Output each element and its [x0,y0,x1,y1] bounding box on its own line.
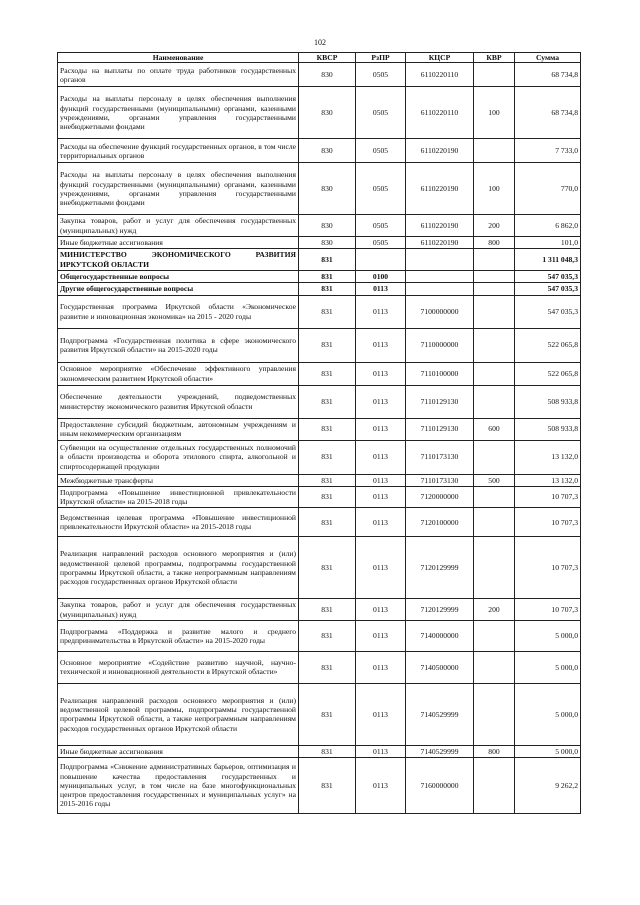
row-kvsr-cell: 831 [299,271,356,283]
table-row [58,537,581,599]
row-kcsr-cell: 7140529999 [406,683,474,745]
row-kcsr-cell: 6110220110 [406,87,474,139]
row-sum-cell: 5 000,0 [515,683,581,745]
row-kvr-cell [474,385,515,418]
row-kcsr-cell: 6110220190 [406,215,474,237]
row-kcsr-cell: 7110173130 [406,474,474,486]
row-kvsr-cell: 831 [299,683,356,745]
row-kvr-cell: 600 [474,418,515,440]
row-name-cell: Основное мероприятие «Обеспечение эффективного управления экономическим развитием Иркутской области» [58,362,299,385]
row-kvsr-cell: 830 [299,215,356,237]
row-rzpr-cell: 0100 [356,271,406,283]
row-name-cell: Закупка товаров, работ и услуг для обеспечения государственных (муниципальных) нужд [58,215,299,237]
row-kvsr-cell: 830 [299,163,356,215]
row-kcsr-cell: 7120129999 [406,599,474,621]
table-row [58,215,581,237]
row-kcsr-cell: 7110173130 [406,440,474,474]
row-name-cell: Государственная программа Иркутской области «Экономическое развитие и инновационная экономика» на 2015 - 2020 годы [58,295,299,328]
row-name-cell: Расходы на выплаты персоналу в целях обеспечения выполнения функций государственными (муниципальными) органами, казенными учреждениями, органами управления государственными внебюджетными фондами [58,163,299,215]
table-row [58,87,581,139]
table-row [58,249,581,271]
row-rzpr-cell: 0113 [356,651,406,683]
row-sum-cell: 101,0 [515,236,581,248]
row-kvr-cell [474,283,515,295]
row-kcsr-cell: 6110220190 [406,236,474,248]
row-name-cell: Реализация направлений расходов основного мероприятия и (или) ведомственной целевой программы, подпрограммы государственной программы Иркутской области, а также непрограммным направлениям расходов государственных органов Иркутской области [58,683,299,745]
row-kcsr-cell: 7110000000 [406,328,474,362]
row-sum-cell: 10 707,3 [515,599,581,621]
row-sum-cell: 10 707,3 [515,486,581,508]
row-name-cell: Расходы на обеспечение функций государственных органов, в том числе территориальных органов [58,139,299,163]
header-rzpr: РзПР [356,53,406,63]
header-kcsr: КЦСР [406,53,474,63]
row-name-cell: Расходы на выплаты по оплате труда работников государственных органов [58,63,299,87]
header-sum: Сумма [515,53,581,63]
row-rzpr-cell: 0113 [356,362,406,385]
row-kvr-cell [474,508,515,537]
row-sum-cell: 10 707,3 [515,508,581,537]
row-sum-cell: 547 035,3 [515,295,581,328]
row-kcsr-cell [406,283,474,295]
row-kvr-cell [474,440,515,474]
row-rzpr-cell: 0113 [356,283,406,295]
row-kvsr-cell: 831 [299,508,356,537]
row-name-cell: Подпрограмма «Государственная политика в сфере экономического развития Иркутской области» на 2015-2020 годы [58,328,299,362]
row-name-cell: Межбюджетные трансферты [58,474,299,486]
table-row [58,328,581,362]
row-kvsr-cell: 831 [299,283,356,295]
row-rzpr-cell: 0113 [356,745,406,757]
row-rzpr-cell: 0505 [356,215,406,237]
row-kvr-cell [474,620,515,651]
row-kcsr-cell: 6110220110 [406,63,474,87]
row-name-cell: Иные бюджетные ассигнования [58,236,299,248]
table-row [58,283,581,295]
row-kvsr-cell: 831 [299,537,356,599]
row-kvr-cell: 200 [474,599,515,621]
row-rzpr-cell: 0113 [356,328,406,362]
row-name-cell: Общегосударственные вопросы [58,271,299,283]
row-sum-cell: 68 734,8 [515,63,581,87]
table-row [58,651,581,683]
row-rzpr-cell: 0505 [356,139,406,163]
row-kvr-cell [474,683,515,745]
table-row [58,418,581,440]
row-rzpr-cell: 0505 [356,236,406,248]
row-name-cell: Подпрограмма «Повышение инвестиционной привлекательности Иркутской области» на 2015-2018 годы [58,486,299,508]
row-kvr-cell [474,651,515,683]
row-sum-cell: 1 311 048,3 [515,249,581,271]
row-kvsr-cell: 831 [299,440,356,474]
row-rzpr-cell: 0113 [356,537,406,599]
row-kcsr-cell: 7110100000 [406,362,474,385]
row-kcsr-cell: 6110220190 [406,163,474,215]
table-row [58,599,581,621]
row-kvr-cell [474,362,515,385]
table-row [58,486,581,508]
row-kvr-cell [474,249,515,271]
row-sum-cell: 547 035,3 [515,283,581,295]
page-number: 102 [314,38,326,47]
row-kvr-cell [474,758,515,814]
row-kcsr-cell: 7120100000 [406,508,474,537]
row-kvr-cell [474,63,515,87]
row-kcsr-cell: 7140000000 [406,620,474,651]
row-kvr-cell: 500 [474,474,515,486]
row-rzpr-cell: 0113 [356,508,406,537]
row-rzpr-cell: 0113 [356,486,406,508]
row-sum-cell: 522 065,8 [515,362,581,385]
row-sum-cell: 13 132,0 [515,474,581,486]
row-kvsr-cell: 831 [299,362,356,385]
row-sum-cell: 9 262,2 [515,758,581,814]
table-row [58,362,581,385]
row-kvsr-cell: 831 [299,745,356,757]
row-kcsr-cell: 7120129999 [406,537,474,599]
row-name-cell: МИНИСТЕРСТВО ЭКОНОМИЧЕСКОГО РАЗВИТИЯ ИРКУТСКОЙ ОБЛАСТИ [58,249,299,271]
row-name-cell: Другие общегосударственные вопросы [58,283,299,295]
row-kvsr-cell: 831 [299,328,356,362]
row-name-cell: Предоставление субсидий бюджетным, автономным учреждениям и иным некоммерческим организациям [58,418,299,440]
row-sum-cell: 68 734,8 [515,87,581,139]
table-row [58,163,581,215]
row-name-cell: Основное мероприятие «Содействие развитию научной, научно-технической и инновационной деятельности в Иркутской области» [58,651,299,683]
row-sum-cell: 770,0 [515,163,581,215]
row-sum-cell: 13 132,0 [515,440,581,474]
budget-table [57,52,581,814]
row-name-cell: Ведомственная целевая программа «Повышение инвестиционной привлекательности Иркутской области» на 2015-2018 годы [58,508,299,537]
row-sum-cell: 508 933,8 [515,418,581,440]
row-kvr-cell [474,139,515,163]
row-kcsr-cell [406,249,474,271]
table-row [58,620,581,651]
row-sum-cell: 7 733,0 [515,139,581,163]
row-kvr-cell [474,295,515,328]
row-sum-cell: 6 862,0 [515,215,581,237]
row-kvsr-cell: 831 [299,295,356,328]
header-kvr: КВР [474,53,515,63]
row-kvr-cell: 800 [474,236,515,248]
table-row [58,385,581,418]
row-kvsr-cell: 831 [299,474,356,486]
row-kvsr-cell: 831 [299,418,356,440]
row-kcsr-cell: 6110220190 [406,139,474,163]
row-kvsr-cell: 831 [299,599,356,621]
row-rzpr-cell: 0505 [356,63,406,87]
row-kcsr-cell: 7100000000 [406,295,474,328]
row-sum-cell: 10 707,3 [515,537,581,599]
row-kcsr-cell [406,271,474,283]
row-sum-cell: 547 035,3 [515,271,581,283]
row-kvsr-cell: 831 [299,249,356,271]
row-kvsr-cell: 831 [299,385,356,418]
table-header-row [58,53,581,63]
row-name-cell: Обеспечение деятельности учреждений, подведомственных министерству экономического развития Иркутской области [58,385,299,418]
row-kvr-cell: 100 [474,87,515,139]
row-rzpr-cell: 0113 [356,620,406,651]
row-kvsr-cell: 830 [299,139,356,163]
row-kcsr-cell: 7110129130 [406,385,474,418]
row-rzpr-cell: 0113 [356,683,406,745]
row-sum-cell: 508 933,8 [515,385,581,418]
row-kcsr-cell: 7140529999 [406,745,474,757]
header-kvsr: КВСР [299,53,356,63]
row-sum-cell: 5 000,0 [515,620,581,651]
row-kvr-cell: 800 [474,745,515,757]
row-rzpr-cell: 0113 [356,385,406,418]
row-kcsr-cell: 7120000000 [406,486,474,508]
table-row [58,271,581,283]
row-kvsr-cell: 831 [299,486,356,508]
row-rzpr-cell: 0113 [356,418,406,440]
row-name-cell: Реализация направлений расходов основного мероприятия и (или) ведомственной целевой программы, подпрограммы государственной программы Иркутской области, а также непрограммным направлениям расходов государственных органов Иркутской области [58,537,299,599]
row-kvsr-cell: 830 [299,63,356,87]
row-kvr-cell: 200 [474,215,515,237]
row-sum-cell: 5 000,0 [515,651,581,683]
row-kvr-cell [474,271,515,283]
row-name-cell: Подпрограмма «Снижение административных барьеров, оптимизация и повышение качества предоставления государственных и муниципальных услуг, в том числе на базе многофункциональных центров предоставления государственных и муниципальных услуг» на 2015-2016 годы [58,758,299,814]
table-row [58,440,581,474]
row-kvsr-cell: 831 [299,758,356,814]
row-kvsr-cell: 831 [299,651,356,683]
row-name-cell: Подпрограмма «Поддержка и развитие малого и среднего предпринимательства в Иркутской области» на 2015-2020 годы [58,620,299,651]
row-name-cell: Иные бюджетные ассигнования [58,745,299,757]
row-rzpr-cell [356,249,406,271]
row-rzpr-cell: 0113 [356,295,406,328]
row-kcsr-cell: 7110129130 [406,418,474,440]
row-kvsr-cell: 831 [299,620,356,651]
row-sum-cell: 5 000,0 [515,745,581,757]
row-kvr-cell [474,486,515,508]
table-row [58,758,581,814]
row-name-cell: Закупка товаров, работ и услуг для обеспечения государственных (муниципальных) нужд [58,599,299,621]
table-row [58,295,581,328]
row-rzpr-cell: 0505 [356,163,406,215]
row-rzpr-cell: 0113 [356,599,406,621]
row-sum-cell: 522 065,8 [515,328,581,362]
table-row [58,236,581,248]
row-rzpr-cell: 0113 [356,440,406,474]
row-kvr-cell [474,328,515,362]
row-kvr-cell [474,537,515,599]
row-kvsr-cell: 830 [299,236,356,248]
row-rzpr-cell: 0113 [356,474,406,486]
header-name: Наименование [58,53,299,63]
table-row [58,63,581,87]
row-rzpr-cell: 0505 [356,87,406,139]
row-name-cell: Расходы на выплаты персоналу в целях обеспечения выполнения функций государственными (муниципальными) органами, казенными учреждениями, органами управления государственными внебюджетными фондами [58,87,299,139]
table-row [58,474,581,486]
row-rzpr-cell: 0113 [356,758,406,814]
row-name-cell: Субвенции на осуществление отдельных государственных полномочий в области производства и оборота этилового спирта, алкогольной и спиртосодержащей продукции [58,440,299,474]
table-row [58,508,581,537]
row-kcsr-cell: 7160000000 [406,758,474,814]
row-kvr-cell: 100 [474,163,515,215]
table-row [58,683,581,745]
table-row [58,745,581,757]
row-kvsr-cell: 830 [299,87,356,139]
table-row [58,139,581,163]
row-kcsr-cell: 7140500000 [406,651,474,683]
